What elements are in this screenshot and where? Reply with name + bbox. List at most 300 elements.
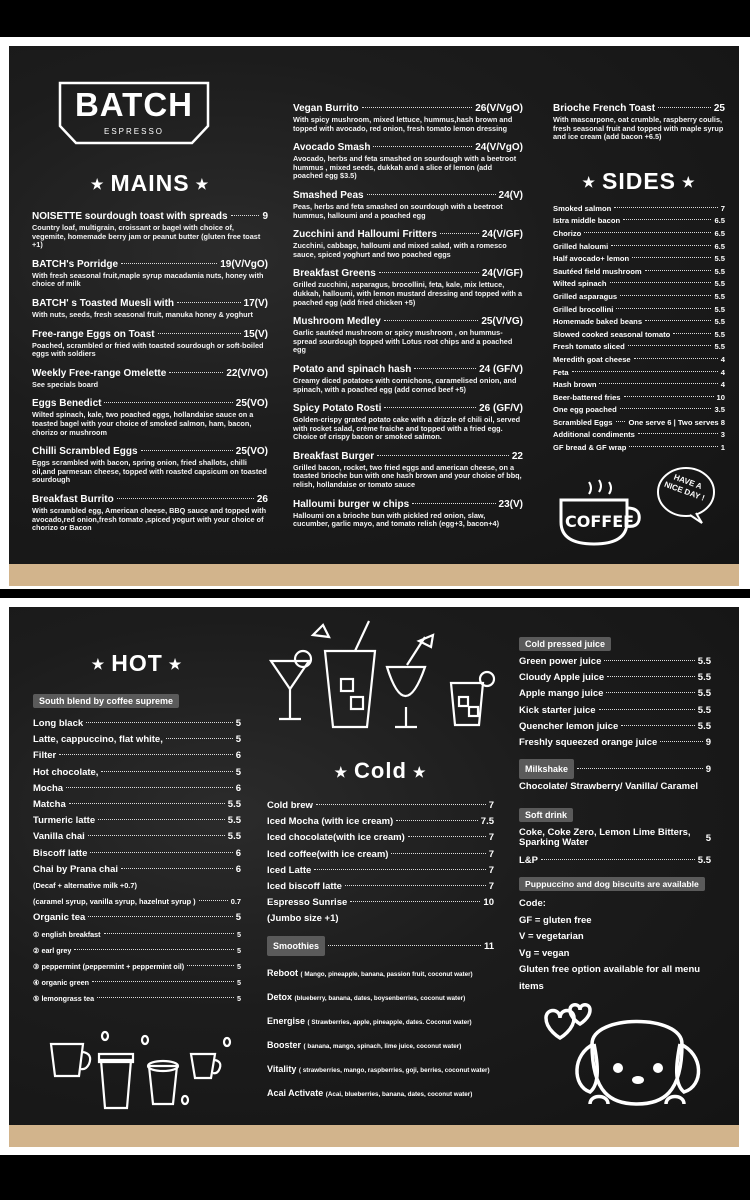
smoothie-ingredients: (Acai, blueberries, banana, dates, coconut water) bbox=[325, 1090, 473, 1098]
item-desc: See specials board bbox=[32, 379, 99, 389]
item-price: 5.5 bbox=[714, 304, 725, 314]
leader-dots bbox=[414, 368, 476, 369]
menu-item bbox=[32, 446, 268, 485]
leader-dots bbox=[634, 358, 718, 359]
coffee-cups-illustration bbox=[45, 1030, 235, 1110]
menu-item bbox=[33, 927, 241, 943]
menu-item bbox=[553, 278, 725, 291]
star-icon: ★ bbox=[195, 176, 210, 193]
smoothie-name: Booster bbox=[267, 1039, 302, 1050]
menu-item bbox=[293, 268, 523, 307]
item-price: 17(V) bbox=[243, 297, 268, 309]
item-name: ④ organic green bbox=[33, 978, 89, 988]
item-name: Organic tea bbox=[33, 912, 86, 924]
item-price: 23(V) bbox=[498, 498, 523, 510]
menu-item bbox=[33, 781, 241, 797]
leader-dots bbox=[616, 308, 711, 309]
leader-dots bbox=[611, 245, 711, 246]
item-desc: With spicy mushroom, mixed lettuce, hummus,hash brown and topped with avocado, red onion, fresh tomato lemon dressing bbox=[293, 115, 513, 133]
leader-dots bbox=[624, 396, 714, 397]
leader-dots bbox=[141, 450, 233, 451]
item-price: 0.7 bbox=[230, 897, 241, 907]
item-price: 4 bbox=[720, 367, 725, 377]
item-price: 15(V) bbox=[243, 328, 268, 340]
smoothies-header bbox=[267, 936, 494, 956]
item-price: 7 bbox=[488, 800, 494, 811]
item-name: Apple mango juice bbox=[519, 688, 604, 700]
item-price: 25(VO) bbox=[235, 446, 268, 458]
item-name: ① english breakfast bbox=[33, 929, 101, 939]
menu-item bbox=[553, 228, 725, 241]
smoothie-ingredients: ( Mango, pineapple, banana, passion fruit, coconut water) bbox=[300, 970, 473, 978]
coffee-cup-illustration bbox=[555, 478, 650, 548]
item-name: Istra middle bacon bbox=[553, 216, 621, 226]
leader-dots bbox=[638, 433, 718, 434]
item-name: Quencher lemon juice bbox=[519, 720, 619, 732]
item-desc: Eggs scrambled with bacon, spring onion, fried shallots, chilli oil,and parmesan cheese, topped with roasted capsicum on toasted sourdough bbox=[32, 458, 267, 485]
code-line: Gluten free option available for all menu items bbox=[519, 964, 701, 992]
menu-item bbox=[553, 329, 725, 342]
leader-dots bbox=[621, 725, 695, 726]
item-name: Free-range Eggs on Toast bbox=[32, 328, 155, 340]
item-name: Brioche French Toast bbox=[553, 103, 656, 114]
item-desc: Wilted spinach, kale, two poached eggs, hollandaise sauce on a toasted bagel with your choice of smoked salmon, ham, bacon, chorizo or mushroom bbox=[32, 410, 254, 437]
item-price: 5 bbox=[235, 912, 241, 924]
leader-dots bbox=[604, 660, 694, 661]
sides-title: ★ SIDES ★ bbox=[582, 167, 696, 194]
item-name: Matcha bbox=[33, 799, 66, 811]
item-price: 25 bbox=[713, 103, 725, 114]
juice-badge: Cold pressed juice bbox=[519, 637, 611, 651]
soft-drink-items: Coke, Coke Zero, Lemon Lime Bitters, Sparking Water bbox=[519, 826, 691, 849]
milkshake-badge: Milkshake bbox=[519, 759, 574, 779]
menu-item bbox=[33, 732, 241, 748]
item-name: Chorizo bbox=[553, 228, 582, 238]
menu-item bbox=[553, 304, 725, 317]
leader-dots bbox=[610, 282, 712, 283]
item-name: Hot chocolate, bbox=[33, 766, 99, 778]
item-name: Grilled haloumi bbox=[553, 241, 609, 251]
menu-item bbox=[32, 329, 268, 359]
smoothie-item bbox=[267, 1058, 494, 1082]
menu-item bbox=[33, 813, 241, 829]
brand-sub: ESPRESSO bbox=[103, 127, 164, 136]
item-name: Additional condiments bbox=[553, 430, 635, 440]
smoothie-ingredients: ( banana, mango, spinach, lime juice, coconut water) bbox=[303, 1042, 462, 1050]
leader-dots bbox=[90, 852, 232, 853]
menu-item bbox=[293, 229, 523, 259]
item-price: 24(V/GF) bbox=[481, 268, 523, 280]
item-price: 5 bbox=[235, 734, 241, 746]
milkshake-flavours: Chocolate/ Strawberry/ Vanilla/ Caramel bbox=[519, 781, 698, 793]
item-price: 5.5 bbox=[697, 704, 711, 716]
item-name: Kick starter juice bbox=[519, 704, 596, 716]
leader-dots bbox=[623, 219, 711, 220]
item-price: 6 bbox=[235, 847, 241, 859]
menu-item bbox=[553, 404, 725, 417]
item-price: 1 bbox=[720, 443, 725, 453]
leader-dots bbox=[88, 916, 232, 917]
item-price: 24(V/VgO) bbox=[475, 142, 523, 154]
item-price: 5.5 bbox=[714, 317, 725, 327]
leader-dots bbox=[607, 676, 695, 677]
smoothie-item bbox=[267, 986, 494, 1010]
item-name: (Decaf + alternative milk +0.7) bbox=[33, 881, 137, 891]
star-icon: ★ bbox=[168, 656, 183, 673]
leader-dots bbox=[384, 407, 476, 408]
item-price: 5.5 bbox=[714, 266, 725, 276]
soft-drink-row bbox=[519, 828, 711, 849]
item-name: Scrambled Eggs bbox=[553, 417, 613, 427]
leader-dots bbox=[345, 885, 486, 886]
cocktail-glasses-illustration bbox=[265, 615, 505, 735]
leader-dots bbox=[98, 819, 225, 820]
smoothie-item bbox=[267, 1010, 494, 1034]
item-desc: Grilled bacon, rocket, two fried eggs and american cheese, on a toasted brioche bun with one hash brown and your choice of bbq, relish, hollandaise or tomato sauce bbox=[293, 462, 522, 490]
menu-item bbox=[33, 878, 241, 894]
item-name: Mocha bbox=[33, 782, 64, 794]
soft-drink-badge: Soft drink bbox=[519, 808, 573, 822]
item-name: Vanilla chai bbox=[33, 831, 85, 843]
item-name: Iced Mocha (with ice cream) bbox=[267, 816, 394, 828]
menu-item bbox=[553, 392, 725, 405]
item-price: 5.5 bbox=[227, 831, 241, 843]
menu-item bbox=[553, 316, 725, 329]
item-name: Biscoff latte bbox=[33, 847, 88, 859]
item-desc: Creamy diced potatoes with cornichons, caramelised onion, and spinach, with a poached egg (add corned beef +5) bbox=[293, 375, 517, 394]
item-name: Iced coffee(with ice cream) bbox=[267, 848, 389, 860]
menu-item bbox=[33, 829, 241, 845]
item-price: 5.5 bbox=[227, 815, 241, 827]
leader-dots bbox=[620, 295, 711, 296]
item-price: 9 bbox=[705, 737, 711, 749]
menu-item bbox=[519, 703, 711, 719]
item-name: Mushroom Medley bbox=[293, 316, 381, 328]
item-desc: With nuts, seeds, fresh seasonal fruit, manuka honey & yoghurt bbox=[32, 309, 253, 319]
leader-dots bbox=[584, 232, 711, 233]
item-name: GF bread & GF wrap bbox=[553, 443, 627, 453]
leader-dots bbox=[673, 333, 711, 334]
mains-column bbox=[32, 170, 268, 542]
item-desc: Grilled zucchini, asparagus, brocollini, feta, kale, mix lettuce, dukkah, halloumi, with lemon mustard dressing and topped with a poached egg (add fried chicken +5) bbox=[293, 280, 523, 307]
menu-item bbox=[553, 354, 725, 367]
menu-item bbox=[33, 797, 241, 813]
item-name: Spicy Potato Rosti bbox=[293, 403, 382, 415]
item-price: 5.5 bbox=[714, 291, 725, 301]
item-price: 5.5 bbox=[227, 799, 241, 811]
puppuccino-badge: Puppuccino and dog biscuits are available bbox=[519, 877, 705, 891]
menu-item bbox=[553, 241, 725, 254]
item-price: 26(V/VgO) bbox=[475, 103, 523, 114]
item-price: 9 bbox=[262, 211, 268, 222]
item-name: Eggs Benedict bbox=[32, 398, 102, 410]
item-price: 5 bbox=[237, 962, 241, 972]
menu-item bbox=[33, 748, 241, 764]
item-name: Iced biscoff latte bbox=[267, 881, 342, 893]
menu-item bbox=[553, 253, 725, 266]
smoothie-name: Reboot bbox=[267, 967, 298, 978]
item-price: 22 bbox=[511, 450, 523, 462]
leader-dots bbox=[440, 233, 479, 234]
menu-item bbox=[519, 654, 711, 670]
leader-dots bbox=[616, 421, 626, 422]
leader-dots bbox=[606, 692, 694, 693]
item-name: ⑤ lemongrass tea bbox=[33, 994, 95, 1004]
tan-strip-1 bbox=[9, 564, 739, 586]
star-icon: ★ bbox=[412, 763, 427, 780]
menu-item bbox=[553, 203, 725, 216]
leader-dots bbox=[379, 272, 479, 273]
item-name: Cold brew bbox=[267, 800, 313, 811]
item-desc: With fresh seasonal fruit,maple syrup macadamia nuts, honey with choice of milk bbox=[32, 270, 264, 289]
leader-dots bbox=[199, 900, 228, 901]
middle-column bbox=[293, 103, 523, 538]
item-name: Turmeric latte bbox=[33, 815, 96, 827]
item-name: Filter bbox=[33, 750, 57, 762]
item-price: 5 bbox=[237, 978, 241, 988]
menu-item-brioche bbox=[553, 103, 725, 142]
menu-item bbox=[267, 847, 494, 863]
menu-item bbox=[267, 895, 494, 911]
leader-dots bbox=[362, 107, 473, 108]
hot-column bbox=[33, 650, 241, 1008]
item-price: 6.5 bbox=[714, 216, 725, 226]
item-desc: Avocado, herbs and feta smashed on sourdough with a beetroot hummus , mixed seeds, dukkah and a slice of lemon (add poached egg $3.5) bbox=[293, 154, 517, 181]
item-desc: With mascarpone, oat crumble, raspberry coulis, fresh seasonal fruit and topped with maple syrup and ice cream (add bacon +6.5) bbox=[553, 115, 724, 142]
menu-item bbox=[267, 814, 494, 830]
item-price: 5 bbox=[235, 718, 241, 729]
item-name: Smashed Peas bbox=[293, 189, 364, 201]
item-name: Beer-battered fries bbox=[553, 392, 621, 402]
smoothie-name: Detox bbox=[267, 991, 293, 1002]
item-name: Chai by Prana chai bbox=[33, 863, 119, 875]
leader-dots bbox=[614, 207, 718, 208]
soft-drink-price: 5 bbox=[705, 832, 711, 844]
menu-item bbox=[32, 398, 268, 437]
item-name: Smoked salmon bbox=[553, 203, 612, 213]
menu-item bbox=[33, 765, 241, 781]
item-desc: Zucchini, cabbage, halloumi and mixed salad, with a romesco sauce, spiced yoghurt and two poached eggs bbox=[293, 241, 507, 259]
leader-dots bbox=[69, 803, 225, 804]
item-price: 6.5 bbox=[714, 228, 725, 238]
item-desc: Peas, herbs and feta smashed on sourdough with a beetroot hummus, halloumi and a poached egg bbox=[293, 201, 503, 220]
leader-dots bbox=[628, 345, 712, 346]
smoothie-ingredients: ( strawberries, mango, raspberries, goji, berries, coconut water) bbox=[298, 1066, 490, 1074]
code-line: V = vegetarian bbox=[519, 931, 584, 943]
menu-item bbox=[32, 298, 268, 320]
item-price: 22(V/VO) bbox=[226, 367, 268, 379]
smoothie-ingredients: (blueberry, banana, dates, boysenberries, coconut water) bbox=[294, 994, 466, 1002]
leader-dots bbox=[316, 804, 486, 805]
menu-item bbox=[33, 910, 241, 926]
item-price: 3 bbox=[720, 430, 725, 440]
tan-strip-2 bbox=[9, 1125, 739, 1147]
item-name: Hash brown bbox=[553, 380, 597, 390]
menu-item bbox=[293, 364, 523, 394]
smoothies-badge: Smoothies bbox=[267, 936, 325, 956]
item-name: Slowed cooked seasonal tomato bbox=[553, 329, 671, 339]
item-price: 4 bbox=[720, 354, 725, 364]
leader-dots bbox=[373, 146, 472, 147]
code-line: Vg = vegan bbox=[519, 947, 570, 959]
item-price: 5.5 bbox=[714, 279, 725, 289]
menu-item bbox=[32, 259, 268, 289]
item-name: Breakfast Burrito bbox=[32, 493, 114, 505]
leader-dots bbox=[384, 320, 479, 321]
item-name: Homemade baked beans bbox=[553, 317, 643, 327]
cold-column bbox=[267, 758, 494, 1106]
menu-item bbox=[519, 735, 711, 751]
item-desc: Poached, scrambled or fried with toasted sourdough or soft-boiled eggs with soldiers bbox=[32, 340, 264, 359]
leader-dots bbox=[599, 709, 695, 710]
smoothie-name: Vitality bbox=[267, 1063, 297, 1074]
leader-dots bbox=[412, 503, 495, 504]
item-price: 5.5 bbox=[697, 656, 711, 667]
item-desc: With scrambled egg, American cheese, BBQ sauce and topped with avocado,red onion,fresh tomato ,spiced yogurt with your choice of chorizo or Bacon bbox=[32, 505, 267, 533]
star-icon: ★ bbox=[91, 656, 106, 673]
leader-dots bbox=[177, 302, 241, 303]
item-name: BATCH's Porridge bbox=[32, 258, 119, 270]
item-price: 26 bbox=[256, 493, 268, 505]
leader-dots bbox=[599, 383, 717, 384]
coffee-label: COFFEE bbox=[565, 512, 635, 531]
item-name: Zucchini and Halloumi Fritters bbox=[293, 229, 437, 241]
menu-item bbox=[267, 798, 494, 814]
menu-item bbox=[293, 451, 523, 490]
menu-item bbox=[32, 494, 268, 533]
leader-dots bbox=[92, 981, 234, 982]
item-name: Meredith goat cheese bbox=[553, 354, 631, 364]
menu-item bbox=[293, 499, 523, 529]
item-price: 26 (GF/V) bbox=[479, 403, 523, 415]
item-price: 5 bbox=[237, 929, 241, 939]
item-name: One egg poached bbox=[553, 405, 617, 415]
menu-item bbox=[553, 417, 725, 430]
menu-item bbox=[293, 403, 523, 442]
hot-title: ★ HOT ★ bbox=[91, 650, 183, 676]
item-name: NOISETTE sourdough toast with spreads bbox=[32, 211, 228, 222]
item-price: 5.5 bbox=[697, 672, 711, 684]
star-icon: ★ bbox=[334, 763, 349, 780]
item-name: Breakfast Burger bbox=[293, 450, 375, 462]
menu-item bbox=[267, 879, 494, 895]
item-name: Feta bbox=[553, 367, 569, 377]
menu-item bbox=[553, 266, 725, 279]
leader-dots bbox=[660, 741, 702, 742]
menu-item bbox=[293, 103, 523, 133]
item-name: Grilled asparagus bbox=[553, 291, 618, 301]
item-price: 5 bbox=[237, 994, 241, 1004]
item-name: ② earl grey bbox=[33, 945, 72, 955]
item-name: Vegan Burrito bbox=[293, 103, 359, 114]
menu-item bbox=[519, 686, 711, 702]
item-price: 25(VO) bbox=[235, 398, 268, 410]
item-price: 7 bbox=[720, 203, 725, 213]
item-price: 7 bbox=[488, 832, 494, 844]
item-name: Weekly Free-range Omelette bbox=[32, 367, 167, 379]
menu-item bbox=[553, 379, 725, 392]
item-name: BATCH' s Toasted Muesli with bbox=[32, 297, 175, 309]
leader-dots bbox=[104, 402, 232, 403]
leader-dots bbox=[367, 194, 496, 195]
leader-dots bbox=[629, 446, 717, 447]
item-price: 5 bbox=[235, 766, 241, 778]
item-price: 7 bbox=[488, 881, 494, 893]
item-price: 5.5 bbox=[697, 720, 711, 732]
item-price: 6 bbox=[235, 750, 241, 762]
smoothie-name: Acai Activate bbox=[267, 1087, 324, 1098]
item-price: 6 bbox=[235, 782, 241, 794]
batch-logo bbox=[56, 80, 212, 146]
menu-item bbox=[33, 846, 241, 862]
item-name: Breakfast Greens bbox=[293, 268, 376, 280]
menu-item bbox=[267, 830, 494, 846]
item-name: Freshly squeezed orange juice bbox=[519, 737, 658, 749]
code-line: Code: bbox=[519, 898, 546, 910]
menu-item bbox=[553, 341, 725, 354]
cold-title: ★ Cold ★ bbox=[334, 758, 427, 783]
leader-dots bbox=[66, 787, 233, 788]
item-name: Chilli Scrambled Eggs bbox=[32, 446, 138, 458]
item-name: Iced Latte bbox=[267, 864, 312, 876]
item-name: Grilled brocollini bbox=[553, 304, 614, 314]
milkshake-price: 9 bbox=[705, 764, 711, 776]
item-price: 7 bbox=[488, 864, 494, 876]
menu-item bbox=[553, 215, 725, 228]
menu-item bbox=[32, 368, 268, 390]
menu-item bbox=[267, 863, 494, 879]
smoothie-ingredients: ( Strawberries, apple, pineapple, dates. Coconut water) bbox=[307, 1018, 472, 1026]
item-name: Halloumi burger w chips bbox=[293, 498, 410, 510]
item-name: Half avocado+ lemon bbox=[553, 254, 630, 264]
leader-dots bbox=[396, 820, 478, 821]
item-name: Cloudy Apple juice bbox=[519, 672, 605, 684]
item-name: Wilted spinach bbox=[553, 279, 607, 289]
star-icon: ★ bbox=[90, 176, 105, 193]
smoothie-item bbox=[267, 1034, 494, 1058]
leader-dots bbox=[350, 901, 480, 902]
item-price: 7.5 bbox=[480, 816, 494, 828]
item-name: Espresso Sunrise bbox=[267, 897, 348, 909]
item-name: Potato and spinach hash bbox=[293, 363, 412, 375]
menu-item bbox=[33, 959, 241, 975]
right-column bbox=[553, 103, 725, 455]
item-price: 24(V/GF) bbox=[481, 229, 523, 241]
leader-dots bbox=[572, 371, 718, 372]
item-desc: Garlic sautéed mushroom or spicy mushroom , on hummus-spread sourdough topped with Lotus root chips and a poached egg bbox=[293, 328, 513, 355]
item-price: 5 bbox=[237, 945, 241, 955]
leader-dots bbox=[104, 933, 234, 934]
menu-item bbox=[33, 943, 241, 959]
menu-item bbox=[33, 862, 241, 878]
item-price: 25(V/VG) bbox=[481, 316, 523, 328]
item-price: 5.5 bbox=[714, 342, 725, 352]
item-name: (caramel syrup, vanilla syrup, hazelnut syrup ) bbox=[33, 897, 196, 907]
item-price: 5.5 bbox=[697, 688, 711, 700]
menu-item bbox=[519, 670, 711, 686]
item-desc: Golden-crispy grated potato cake with a drizzle of chili oil, served with rocket salad, crème fraiche and topped with a fried egg. Choice of crispy bacon or smoked salmon. bbox=[293, 415, 521, 442]
menu-item bbox=[32, 211, 268, 250]
menu-item bbox=[553, 291, 725, 304]
item-name: Green power juice bbox=[519, 656, 602, 667]
menu-item bbox=[553, 442, 725, 455]
code-line: GF = gluten free bbox=[519, 914, 592, 926]
leader-dots bbox=[88, 835, 225, 836]
leader-dots bbox=[187, 965, 234, 966]
menu-item bbox=[33, 716, 241, 732]
menu-item bbox=[33, 975, 241, 991]
leader-dots bbox=[101, 771, 232, 772]
